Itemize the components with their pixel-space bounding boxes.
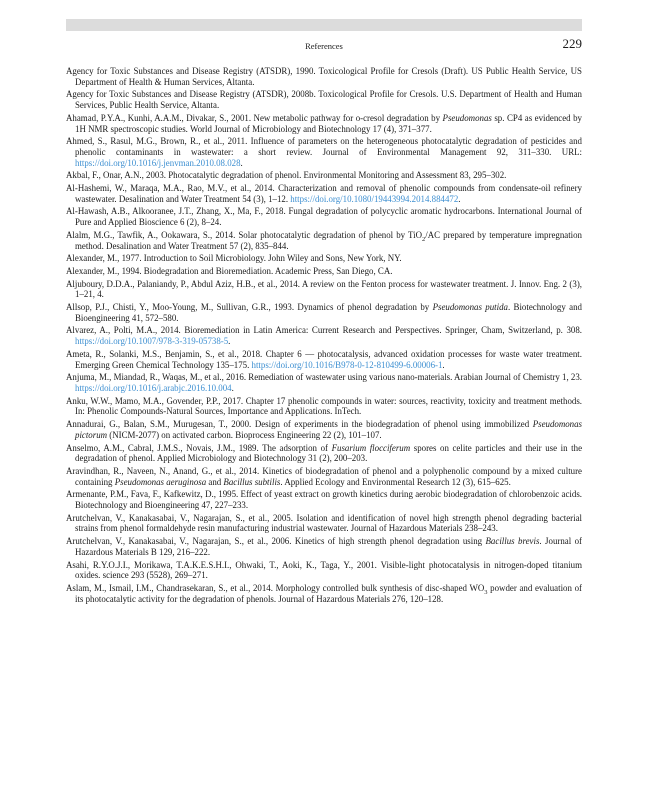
reference-entry [66, 325, 582, 346]
reference-entry [66, 372, 582, 393]
reference-text: Ameta, R., Solanki, M.S., Benjamin, S., et al., 2018. Chapter 6 — photocatalysis, advanced oxidation processes for waste water treatment. Emerging Green Chemical Technology 135–175. [66, 348, 582, 370]
reference-text: Anselmo, A.M., Cabral, J.M.S., Novais, J.M., 1989. The adsorption of [66, 442, 332, 453]
reference-list [66, 66, 582, 606]
species-name: Bacillus brevis [485, 536, 540, 547]
reference-text: . Journal of Hazardous Materials B 129, 216–222. [75, 536, 583, 557]
reference-text: and [206, 476, 224, 487]
header-bar [66, 19, 582, 31]
reference-entry [66, 466, 582, 487]
subscript-text: 3 [484, 588, 488, 596]
reference-text: powder and evaluation of its photocatalytic activity for the degradation of phenols. Journal of Hazardous Materials 276, 120–128. [75, 582, 582, 604]
reference-text: Alexander, M., 1977. Introduction to Soil Microbiology. John Wiley and Sons, New York, NY. [66, 253, 402, 264]
reference-entry [66, 266, 582, 277]
reference-text: Aravindhan, R., Naveen, N., Anand, G., et al., 2014. Kinetics of biodegradation of phenol and a polyphenolic compound by a mixed culture containing [66, 465, 582, 487]
reference-text: Agency for Toxic Substances and Disease Registry (ATSDR), 1990. Toxicological Profile for Cresols (Draft). US Public Health Service, US Department of Health & Human Services, Altanta. [66, 66, 582, 87]
reference-entry [66, 89, 582, 110]
doi-link[interactable]: https://doi.org/10.1080/19443994.2014.884472 [290, 193, 459, 204]
reference-entry [66, 489, 582, 510]
reference-entry [66, 230, 582, 251]
reference-entry [66, 170, 582, 181]
reference-text: sp. CP4 as evidenced by 1H NMR spectroscopic studies. World Journal of Microbiology and Biotechnology 17 (4), 371–377. [75, 112, 582, 134]
reference-text: Anjuma, M., Miandad, R., Waqas, M., et al., 2016. Remediation of wastewater using various nano-materials. Arabian Journal of Chemistry 1, 23. [66, 372, 582, 383]
reference-entry [66, 253, 582, 264]
reference-entry [66, 560, 582, 581]
page-number: 229 [562, 36, 582, 51]
doi-link[interactable]: https://doi.org/10.1016/j.arabjc.2016.10.004 [75, 382, 232, 393]
reference-entry [66, 396, 582, 417]
reference-text: Asahi, R.Y.O.J.I., Morikawa, T.A.K.E.S.H.I., Ohwaki, T., Aoki, K., Taga, Y., 2001. Visible-light photocatalysis in nitrogen-doped titanium oxides. science 293 (5528), 269–271. [66, 559, 582, 581]
reference-text: . [231, 382, 234, 393]
reference-text: Ahamad, P.Y.A., Kunhi, A.A.M., Divakar, S., 2001. New metabolic pathway for o-cresol degradation by [66, 112, 443, 123]
reference-text: Anku, W.W., Mamo, M.A., Govender, P.P., 2017. Chapter 17 phenolic compounds in water: sources, reactivity, toxicity and treatment methods. In: Phenolic Compounds-Natural Sources, Importance and Applications. InTech. [66, 395, 582, 417]
reference-text: Agency for Toxic Substances and Disease Registry (ATSDR), 2008b. Toxicological Profile for Cresols. U.S. Department of Health and Human Services, Public Health Service, Altanta. [66, 89, 582, 111]
species-name: Fusarium flocciferum [331, 442, 411, 453]
reference-text: Alvarez, A., Polti, M.A., 2014. Bioremediation in Latin America: Current Research and Perspectives. Springer, Cham, Switzerland, p. 308. [66, 325, 582, 336]
species-name: Pseudomonas [442, 112, 492, 123]
reference-text: . [240, 157, 243, 168]
reference-entry [66, 536, 582, 557]
reference-text: Armenante, P.M., Fava, F., Kafkewitz, D., 1995. Effect of yeast extract on growth kinetics during aerobic biodegradation of chlorobenzoic acids. Biotechnology and Bioengineering 47, 227–233. [66, 489, 582, 511]
reference-entry [66, 279, 582, 300]
reference-text: Arutchelvan, V., Kanakasabai, V., Nagarajan, S., et al., 2005. Isolation and identification of novel high strength phenol degrading bacterial strains from phenol formaldehyde resin manufacturing industrial wastewater. Journal of Hazardous Materials 238–243. [66, 512, 582, 534]
species-name: Bacillus subtilis [223, 476, 281, 487]
reference-text: Alalm, M.G., Tawfik, A., Ookawara, S., 2014. Solar photocatalytic degradation of phenol by TiO [66, 229, 423, 240]
reference-text: spores on celite particles and their use in the degradation of phenol. Applied Microbiology and Biotechnology 31 (2), 200–203. [75, 442, 583, 464]
reference-text: Akbal, F., Onar, A.N., 2003. Photocatalytic degradation of phenol. Environmental Monitoring and Assessment 83, 295–302. [66, 170, 507, 181]
reference-entry [66, 419, 582, 440]
reference-text: . [442, 359, 445, 370]
reference-text: . [228, 336, 231, 347]
species-name: Pseudomonas aeruginosa [114, 476, 207, 487]
reference-text: Arutchelvan, V., Kanakasabai, V., Nagarajan, S., et al., 2006. Kinetics of high strength phenol degradation using [66, 536, 486, 547]
reference-entry [66, 349, 582, 370]
reference-text: Alexander, M., 1994. Biodegradation and Bioremediation. Academic Press, San Diego, CA. [66, 265, 393, 276]
doi-link[interactable]: https://doi.org/10.1016/j.jenvman.2010.08.028 [75, 157, 241, 168]
reference-entry [66, 513, 582, 534]
subscript-text: 2 [422, 235, 426, 243]
reference-text: . Applied Ecology and Environmental Research 12 (3), 615–625. [280, 476, 511, 487]
running-head [66, 36, 582, 56]
reference-entry [66, 113, 582, 134]
doi-link[interactable]: https://doi.org/10.1016/B978-0-12-810499-6.00006-1 [251, 359, 443, 370]
reference-entry [66, 136, 582, 168]
species-name: Pseudomonas putida [432, 302, 508, 313]
reference-text: Aljuboury, D.D.A., Palaniandy, P., Abdul Aziz, H.B., et al., 2014. A review on the Fenton process for wastewater treatment. J. Innov. Eng. 2 (3), 1–21, 4. [66, 278, 582, 300]
reference-text: . Biotechnology and Bioengineering 41, 572–580. [75, 302, 582, 323]
reference-entry [66, 183, 582, 204]
reference-text: Aslam, M., Ismail, I.M., Chandrasekaran, S., et al., 2014. Morphology controlled bulk synthesis of disc-shaped WO [66, 582, 485, 593]
reference-text: Al-Hawash, A.B., Alkooranee, J.T., Zhang, X., Ma, F., 2018. Fungal degradation of polycyclic aromatic hydrocarbons. International Journal of Pure and Applied Bioscience 6 (2), 8–24. [66, 206, 582, 228]
reference-text: . [458, 193, 461, 204]
reference-text: (NICM-2077) on activated carbon. Bioprocess Engineering 22 (2), 101–107. [107, 429, 382, 440]
doi-link[interactable]: https://doi.org/10.1007/978-3-319-05738-5 [75, 336, 229, 347]
running-title: References [305, 41, 343, 51]
reference-text: /AC prepared by temperature impregnation method. Desalination and Water Treatment 57 (2), 835–844. [75, 229, 582, 251]
reference-entry [66, 302, 582, 323]
reference-text: Annadurai, G., Balan, S.M., Murugesan, T., 2000. Design of experiments in the biodegradation of phenol using immobilized [66, 419, 533, 430]
reference-text: Allsop, P.J., Chisti, Y., Moo-Young, M., Sullivan, G.R., 1993. Dynamics of phenol degradation by [66, 302, 433, 313]
reference-text: Al-Hashemi, W., Maraqa, M.A., Rao, M.V., et al., 2014. Characterization and removal of phenolic compounds from condensate-oil refinery wastewater. Desalination and Water Treatment 54 (3), 1–12. [66, 183, 582, 204]
reference-entry [66, 583, 582, 604]
reference-entry [66, 206, 582, 227]
reference-entry [66, 443, 582, 464]
reference-text: Ahmed, S., Rasul, M.G., Brown, R., et al., 2011. Influence of parameters on the heterogeneous photocatalytic degradation of pesticides and phenolic contaminants in wastewater: a short review. Journal of Environmental Management 92, 311–330. URL: [66, 136, 582, 157]
reference-entry [66, 66, 582, 87]
species-name: Pseudomonas pictorum [75, 419, 582, 440]
